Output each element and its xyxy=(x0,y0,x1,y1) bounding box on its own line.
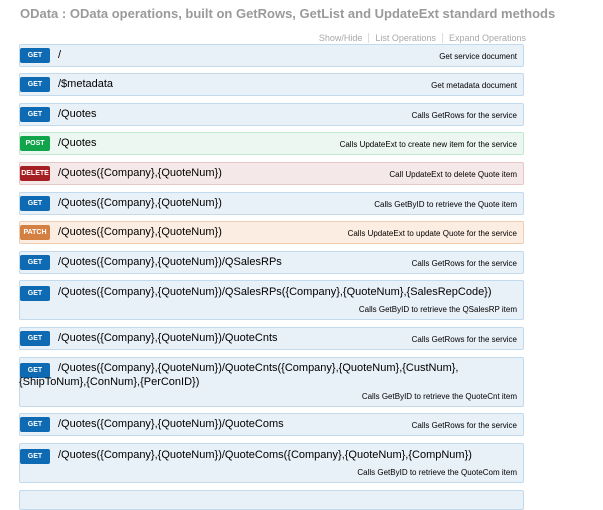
operation-row-partial[interactable] xyxy=(19,490,524,510)
operation-path[interactable]: /Quotes({Company},{QuoteNum}) xyxy=(58,197,222,209)
method-badge[interactable]: GET xyxy=(20,286,50,301)
operation-row[interactable] xyxy=(19,327,524,350)
method-badge[interactable]: GET xyxy=(20,48,50,63)
operation-path[interactable]: /Quotes({Company},{QuoteNum})/QuoteComs xyxy=(58,418,284,430)
method-badge[interactable]: GET xyxy=(20,255,50,270)
operation-description: Get service document xyxy=(439,52,517,61)
expand-operations-link[interactable]: Expand Operations xyxy=(448,33,526,43)
method-badge[interactable]: GET xyxy=(20,77,50,92)
operation-row[interactable] xyxy=(19,192,524,215)
operation-description: Calls GetByID to retrieve the Quote item xyxy=(374,200,517,209)
method-badge[interactable]: PATCH xyxy=(20,225,50,240)
operation-description: Get metadata document xyxy=(431,81,517,90)
operation-row[interactable] xyxy=(19,132,524,155)
operation-path[interactable]: /Quotes xyxy=(58,108,97,120)
operation-row[interactable] xyxy=(19,221,524,244)
method-badge[interactable]: GET xyxy=(20,417,50,432)
operation-row[interactable] xyxy=(19,357,524,407)
operation-path[interactable]: /Quotes xyxy=(58,137,97,149)
method-badge[interactable]: GET xyxy=(20,107,50,122)
operation-description: Calls GetRows for the service xyxy=(411,259,517,268)
operation-description: Calls GetByID to retrieve the QuoteCnt item xyxy=(361,392,517,401)
operation-row[interactable] xyxy=(19,251,524,274)
operation-row[interactable] xyxy=(19,73,524,96)
page-title: OData : OData operations, built on GetRows, GetList and UpdateExt standard methods xyxy=(20,6,556,21)
operation-path[interactable]: /Quotes({Company},{QuoteNum}) xyxy=(58,167,222,179)
operation-path[interactable]: /Quotes({Company},{QuoteNum}) xyxy=(58,226,222,238)
operation-description: Calls UpdateExt to create new item for the service xyxy=(339,140,517,149)
operation-path[interactable]: /Quotes({Company},{QuoteNum})/QSalesRPs xyxy=(58,256,282,268)
operation-path[interactable]: /Quotes({Company},{QuoteNum})/QuoteComs({Company},{QuoteNum},{CompNum}) xyxy=(58,449,472,461)
toolbar-divider xyxy=(368,33,369,43)
method-badge[interactable]: GET xyxy=(20,196,50,211)
operation-path[interactable]: /Quotes({Company},{QuoteNum})/QSalesRPs({Company},{QuoteNum},{SalesRepCode}) xyxy=(58,286,492,298)
toolbar-divider xyxy=(442,33,443,43)
method-badge[interactable]: DELETE xyxy=(20,166,50,181)
operation-description: Calls GetByID to retrieve the QuoteCom item xyxy=(357,468,517,477)
operation-row[interactable] xyxy=(19,103,524,126)
method-badge[interactable]: GET xyxy=(20,449,50,464)
operation-description: Calls GetRows for the service xyxy=(411,111,517,120)
method-badge[interactable]: POST xyxy=(20,136,50,151)
operation-row[interactable] xyxy=(19,280,524,320)
operations-toolbar xyxy=(319,33,526,43)
method-badge[interactable]: GET xyxy=(20,331,50,346)
operation-row[interactable] xyxy=(19,413,524,436)
show-hide-link[interactable]: Show/Hide xyxy=(318,33,363,43)
operation-description: Calls GetRows for the service xyxy=(411,335,517,344)
operation-path[interactable]: /$metadata xyxy=(58,78,114,90)
operation-path[interactable]: / xyxy=(58,49,62,61)
operation-path[interactable]: /Quotes({Company},{QuoteNum})/QuoteCnts({Company},{QuoteNum},{CustNum},{ShipToNum},{ConNum},{PerConID}) xyxy=(19,362,459,388)
operation-description: Call UpdateExt to delete Quote item xyxy=(389,170,517,179)
operation-path[interactable]: /Quotes({Company},{QuoteNum})/QuoteCnts xyxy=(58,332,278,344)
list-operations-link[interactable]: List Operations xyxy=(375,33,436,43)
operation-row[interactable] xyxy=(19,443,524,483)
operation-description: Calls GetByID to retrieve the QSalesRP item xyxy=(358,305,517,314)
operation-description: Calls UpdateExt to update Quote for the service xyxy=(347,229,517,238)
operation-row[interactable] xyxy=(19,44,524,67)
operation-description: Calls GetRows for the service xyxy=(411,421,517,430)
operation-row[interactable] xyxy=(19,162,524,185)
method-badge[interactable]: GET xyxy=(20,363,50,378)
